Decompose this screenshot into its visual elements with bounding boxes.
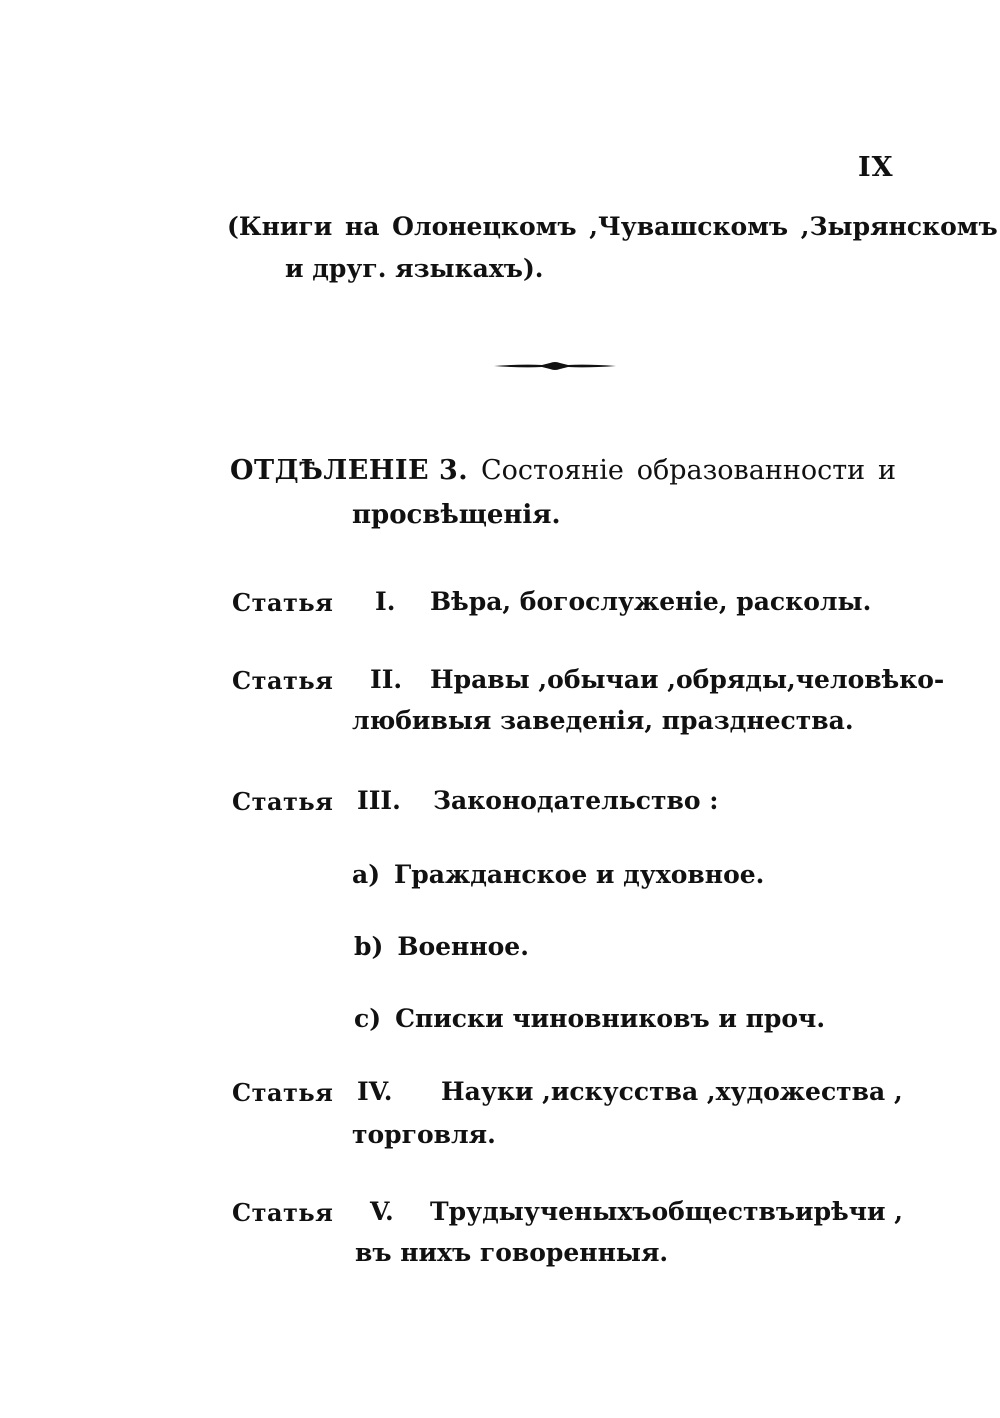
continuation-part: Зырянскомъ bbox=[809, 212, 998, 241]
subitem-marker: b) bbox=[354, 932, 384, 961]
article-title-word: рѣчи , bbox=[813, 1197, 903, 1226]
article-title-line-2: торговля. bbox=[352, 1120, 496, 1149]
continuation-part: Чувашскомъ , bbox=[597, 212, 810, 241]
article-title: Вѣра, богослуженіе, расколы. bbox=[430, 587, 872, 616]
subitem-b bbox=[354, 932, 529, 961]
article-number: III. bbox=[357, 786, 401, 815]
article-title-word: обряды, bbox=[676, 665, 796, 694]
ornamental-divider bbox=[492, 358, 618, 374]
article-title-word: человѣко- bbox=[795, 665, 945, 694]
article-title-line-2: въ нихъ говоренныя. bbox=[355, 1238, 669, 1267]
article-title-word: художества , bbox=[715, 1077, 903, 1106]
article-title-line-1 bbox=[441, 1077, 901, 1106]
article-label: Статья bbox=[232, 666, 334, 695]
section-title-word: образованности bbox=[636, 455, 866, 486]
article-title-line-1 bbox=[430, 665, 945, 694]
article-title-word: ученыхъ bbox=[523, 1197, 652, 1226]
page-number: IX bbox=[858, 152, 894, 183]
subitem-text: Военное. bbox=[397, 932, 529, 961]
article-number: IV. bbox=[357, 1077, 393, 1106]
section-label: ОТДѢЛЕНІЕ 3. bbox=[230, 455, 469, 486]
article-label: Статья bbox=[232, 1198, 334, 1227]
article-number: V. bbox=[370, 1197, 394, 1226]
subitem-a bbox=[352, 860, 764, 889]
continuation-line-2: и друг. языкахъ). bbox=[285, 254, 544, 283]
subitem-c bbox=[354, 1004, 825, 1033]
subitem-marker: c) bbox=[354, 1004, 382, 1033]
article-number: I. bbox=[375, 587, 396, 616]
article-title-word: искусства , bbox=[550, 1077, 716, 1106]
article-label: Статья bbox=[232, 787, 334, 816]
article-label: Статья bbox=[232, 588, 334, 617]
section-heading bbox=[230, 455, 896, 486]
article-title-word: и bbox=[795, 1197, 814, 1226]
article-title-word: Труды bbox=[430, 1197, 524, 1226]
continuation-line-1 bbox=[227, 212, 998, 241]
article-title-word: Нравы , bbox=[430, 665, 548, 694]
subitem-text: Гражданское и духовное. bbox=[394, 860, 765, 889]
article-number: II. bbox=[370, 665, 403, 694]
article-title-line-2: любивыя заведенія, празднества. bbox=[352, 706, 854, 735]
section-title-word: и bbox=[878, 455, 896, 486]
section-title-word: Состояніе bbox=[480, 455, 624, 486]
subitem-marker: a) bbox=[352, 860, 381, 889]
article-title-word: обычаи , bbox=[547, 665, 676, 694]
article-title-word: обществъ bbox=[651, 1197, 796, 1226]
article-title-line-1 bbox=[430, 1197, 901, 1226]
continuation-part: (Книги на Олонецкомъ , bbox=[227, 212, 598, 241]
article-title-word: Науки , bbox=[441, 1077, 551, 1106]
article-label: Статья bbox=[232, 1078, 334, 1107]
subitem-text: Списки чиновниковъ и проч. bbox=[395, 1004, 826, 1033]
section-title-line-2: просвѣщенія. bbox=[352, 500, 561, 530]
article-title: Законодательство : bbox=[433, 786, 719, 815]
